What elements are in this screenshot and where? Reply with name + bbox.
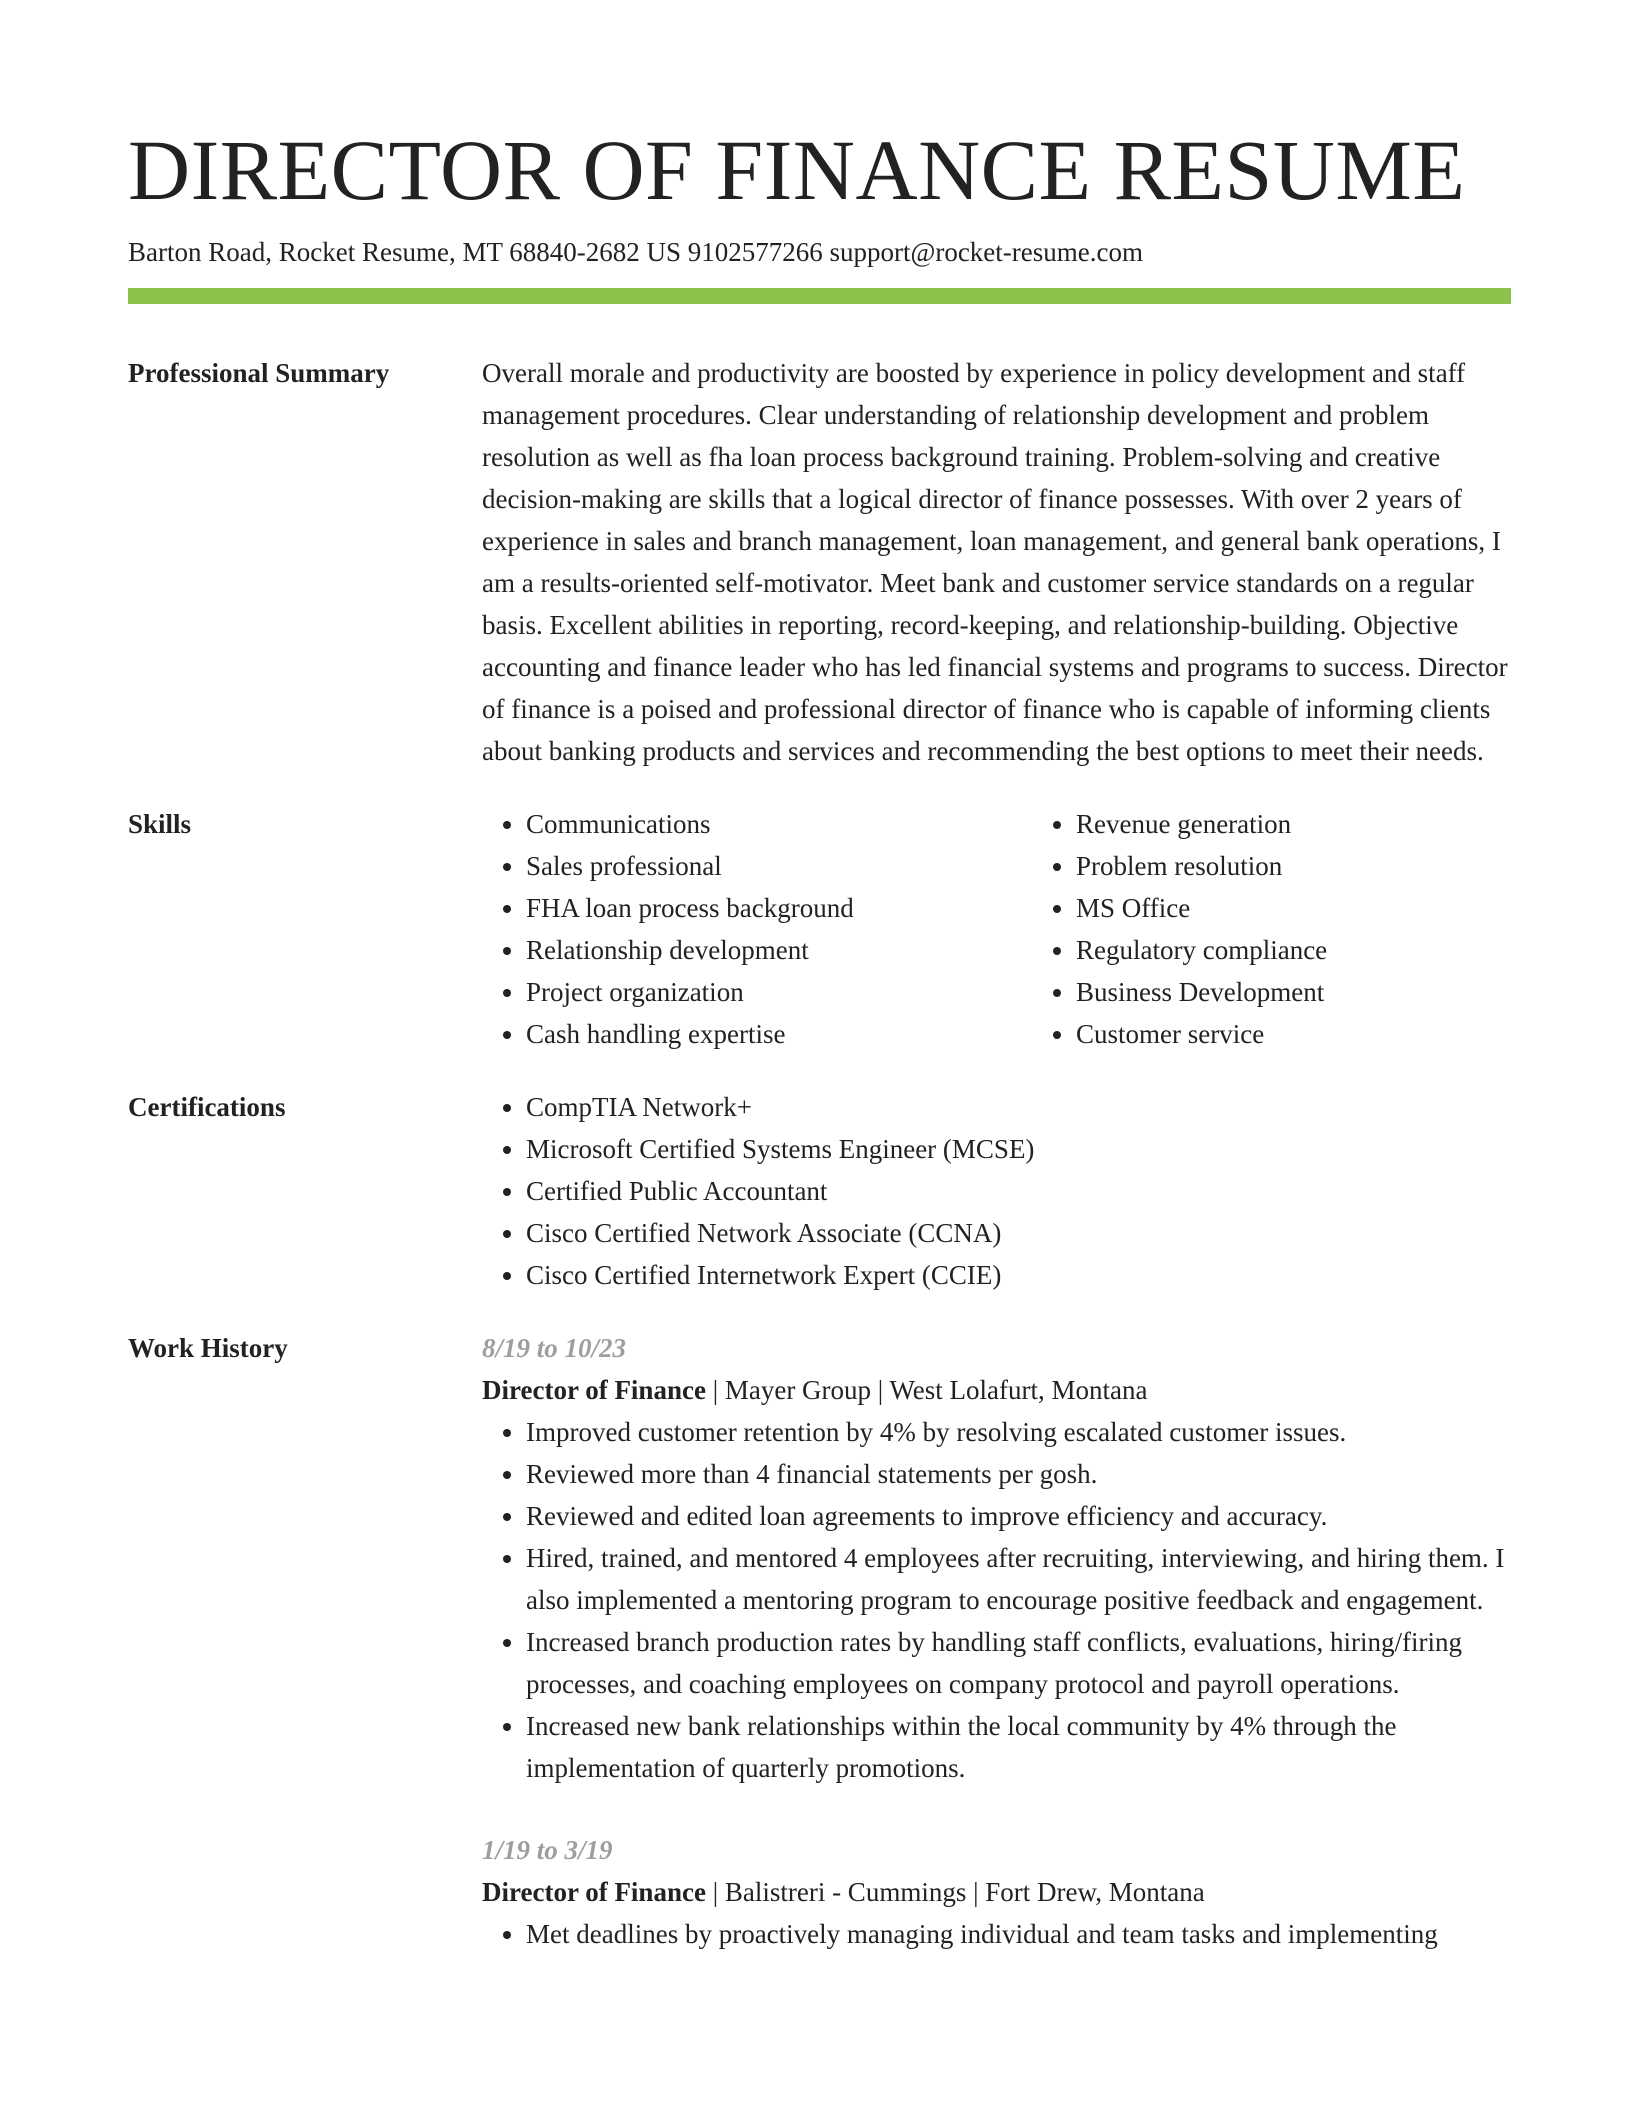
skills-label: Skills [128, 809, 192, 839]
work-history-label: Work History [128, 1333, 288, 1363]
contact-phone: 9102577266 [687, 237, 823, 267]
job-title: Director of Finance [482, 1375, 706, 1405]
skill-item: • Problem resolution [1076, 845, 1582, 887]
summary-text: Overall morale and productivity are boosted by experience in policy development and staff management procedures. Clear understanding of relationship development and problem resolution as well as fha loan process background training. Problem-solving and creative decision-making are skills that a logical director of finance possesses. With over 2 years of experience in sales and branch management, loan management, and general bank operations, I am a results-oriented self-motivator. Meet bank and customer service standards on a regular basis. Excellent abilities in reporting, record-keeping, and relationship-building. Objective accounting and finance leader who has led financial systems and programs to success. Director of finance is a poised and professional director of finance who is capable of informing clients about banking products and services and recommending the best options to meet their needs. [482, 358, 1508, 766]
certification-item: • CompTIA Network+ [526, 1086, 1511, 1128]
contact-address: Barton Road, Rocket Resume, MT 68840-2682 US [128, 237, 681, 267]
skill-item: • Communications [526, 803, 1032, 845]
job-bullet: • Reviewed and edited loan agreements to improve efficiency and accuracy. [526, 1495, 1511, 1537]
certifications-label: Certifications [128, 1092, 286, 1122]
job-bullet: • Reviewed more than 4 financial statements per gosh. [526, 1453, 1511, 1495]
skill-item: • Relationship development [526, 929, 1032, 971]
skills-list-right [1032, 803, 1582, 1055]
skill-item: • Cash handling expertise [526, 1013, 1032, 1055]
job-details: | Balistreri - Cummings | Fort Drew, Montana [705, 1877, 1205, 1907]
skill-item: • Business Development [1076, 971, 1582, 1013]
certification-item: • Cisco Certified Internetwork Expert (CCIE) [526, 1254, 1511, 1296]
skill-item: • Customer service [1076, 1013, 1582, 1055]
skill-item: • FHA loan process background [526, 887, 1032, 929]
job-title: Director of Finance [482, 1877, 706, 1907]
job-bullets [482, 1913, 1511, 1955]
job-bullet: • Hired, trained, and mentored 4 employees after recruiting, interviewing, and hiring them. I also implemented a mentoring program to encourage positive feedback and engagement. [526, 1537, 1511, 1621]
job-details: | Mayer Group | West Lolafurt, Montana [705, 1375, 1148, 1405]
job-bullets [482, 1411, 1511, 1789]
certification-item: • Microsoft Certified Systems Engineer (MCSE) [526, 1128, 1511, 1170]
job-heading [482, 1871, 1511, 1913]
job-entry [482, 1327, 1511, 1789]
job-bullet: • Increased branch production rates by handling staff conflicts, evaluations, hiring/firing processes, and coaching employees on company protocol and payroll operations. [526, 1621, 1511, 1705]
summary-section [128, 352, 1511, 772]
certification-item: • Cisco Certified Network Associate (CCNA) [526, 1212, 1511, 1254]
skill-item: • Project organization [526, 971, 1032, 1013]
job-bullet: • Improved customer retention by 4% by resolving escalated customer issues. [526, 1411, 1511, 1453]
contact-email[interactable]: support@rocket-resume.com [829, 237, 1143, 267]
skill-item: • Revenue generation [1076, 803, 1582, 845]
certifications-section [128, 1086, 1511, 1296]
job-heading [482, 1369, 1511, 1411]
skill-item: • Sales professional [526, 845, 1032, 887]
work-history-section [128, 1327, 1511, 1955]
header-divider [128, 288, 1511, 304]
resume-page [128, 118, 1511, 1955]
job-bullet: • Increased new bank relationships within the local community by 4% through the implementation of quarterly promotions. [526, 1705, 1511, 1789]
job-dates: 1/19 to 3/19 [482, 1835, 613, 1865]
skills-list-left [482, 803, 1032, 1055]
skill-item: • Regulatory compliance [1076, 929, 1582, 971]
contact-line [128, 232, 1511, 272]
job-entry [482, 1829, 1511, 1955]
skills-section [128, 803, 1511, 1055]
job-bullet: • Met deadlines by proactively managing individual and team tasks and implementing [526, 1913, 1511, 1955]
certification-item: • Certified Public Accountant [526, 1170, 1511, 1212]
resume-title: DIRECTOR OF FINANCE RESUME [128, 122, 1466, 218]
job-dates: 8/19 to 10/23 [482, 1333, 627, 1363]
summary-label: Professional Summary [128, 358, 390, 388]
skill-item: • MS Office [1076, 887, 1582, 929]
certifications-list [482, 1086, 1511, 1296]
